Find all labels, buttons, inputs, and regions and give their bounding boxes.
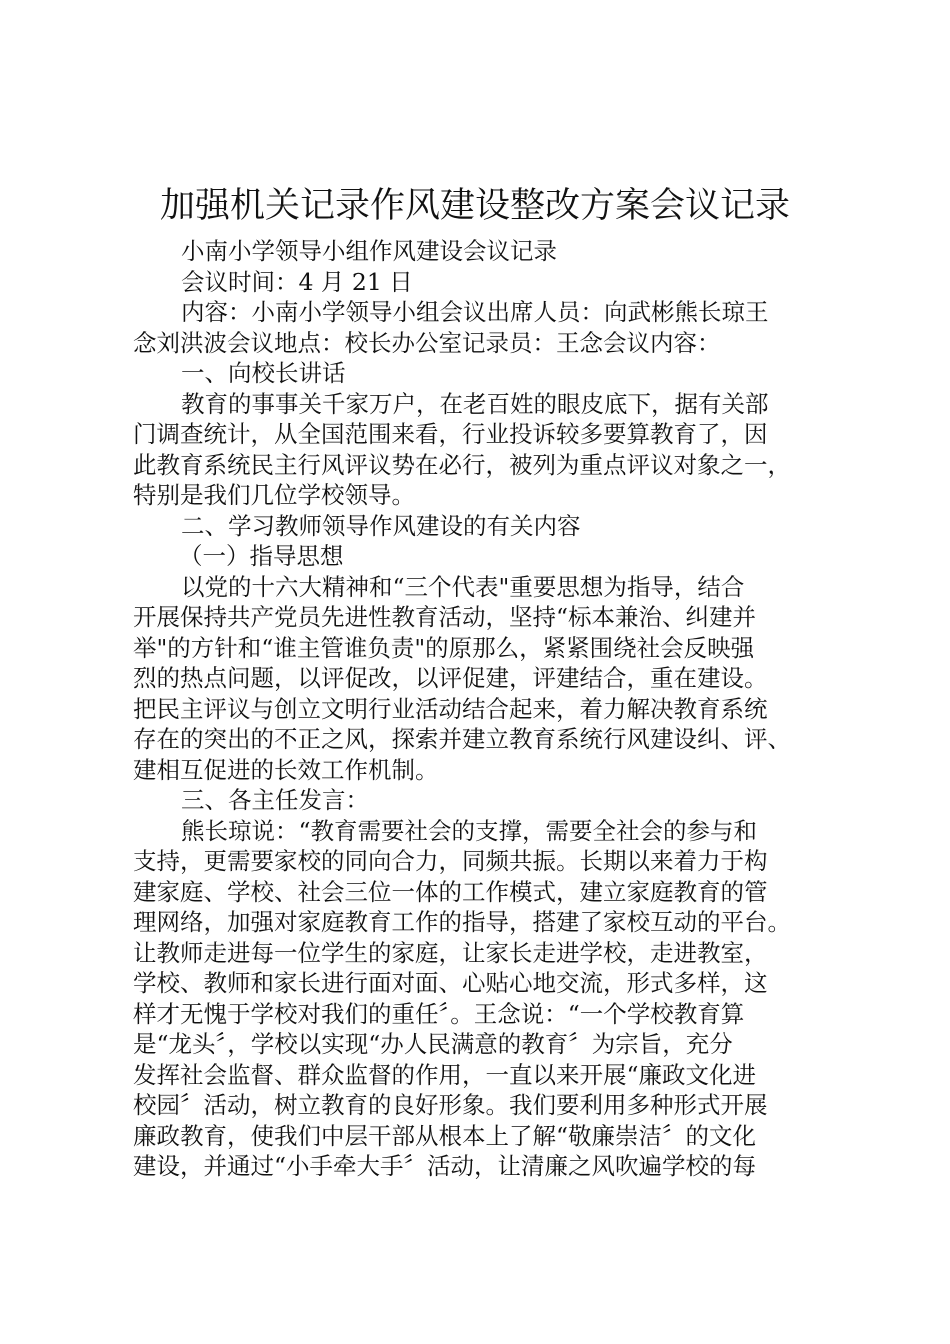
- paragraph-line: 让教师走进每一位学生的家庭，让家长走进学校，走进教室，: [133, 938, 768, 967]
- section-heading: 一、向校长讲话: [181, 359, 346, 387]
- document-title: 加强机关记录作风建设整改方案会议记录: [159, 186, 790, 226]
- paragraph-line: 把民主评议与创立文明行业活动结合起来，着力解决教育系统: [133, 694, 768, 723]
- paragraph-line: 门调查统计，从全国范围来看，行业投诉较多要算教育了，因: [133, 420, 768, 448]
- paragraph-line: 发挥社会监督、群众监督的作用，一直以来开展“廉政文化进: [133, 1060, 757, 1089]
- paragraph-line: 熊长琼说：“教育需要社会的支撑，需要全社会的参与和: [181, 816, 758, 845]
- paragraph-line: 举"的方针和“谁主管谁负责"的原那么，紧紧围绕社会反映强: [133, 633, 755, 662]
- paragraph-line: 特别是我们几位学校领导。: [133, 481, 415, 509]
- paragraph-line: 会议时间：4 月 21 日: [181, 267, 413, 296]
- paragraph-line: 建设，并通过“小手牵大手〞活动，让清廉之风吹遍学校的每: [133, 1152, 757, 1180]
- paragraph-line: 念刘洪波会议地点：校长办公室记录员：王念会议内容：: [133, 328, 721, 357]
- subsection-heading: （一）指导思想: [179, 542, 344, 570]
- paragraph-line: 烈的热点问题，以评促改，以评促建，评建结合，重在建设。: [133, 664, 768, 692]
- paragraph-line: 存在的突出的不正之风，探索并建立教育系统行风建设纠、评、: [133, 725, 791, 753]
- paragraph-line: 建家庭、学校、社会三位一体的工作模式，建立家庭教育的管: [133, 877, 768, 906]
- paragraph-line: 样才无愧于学校对我们的重任〞。王念说：“一个学校教育算: [133, 999, 745, 1028]
- paragraph-line: 廉政教育，使我们中层干部从根本上了解“敬廉崇洁〞的文化: [133, 1121, 757, 1150]
- paragraph-line: 以党的十六大精神和“三个代表"重要思想为指导，结合: [181, 572, 745, 601]
- section-heading: 三、各主任发言：: [181, 786, 369, 814]
- paragraph-line: 教育的事事关千家万户，在老百姓的眼皮底下，据有关部: [181, 389, 769, 418]
- section-heading: 二、学习教师领导作风建设的有关内容: [181, 511, 581, 540]
- paragraph-line: 理网络，加强对家庭教育工作的指导，搭建了家校互动的平台。: [133, 908, 791, 936]
- document-body: [133, 236, 833, 1182]
- paragraph-line: 此教育系统民主行风评议势在必行，被列为重点评议对象之一，: [133, 450, 791, 479]
- paragraph-line: 建相互促进的长效工作机制。: [133, 755, 439, 784]
- paragraph-line: 支持，更需要家校的同向合力，同频共振。长期以来着力于构: [133, 847, 768, 875]
- paragraph-line: 校园〞活动，树立教育的良好形象。我们要利用多种形式开展: [133, 1091, 768, 1119]
- paragraph-line: 是“龙头〞，学校以实现“办人民满意的教育〞为宗旨，充分: [133, 1030, 733, 1058]
- paragraph-line: 内容：小南小学领导小组会议出席人员：向武彬熊长琼王: [181, 298, 769, 326]
- paragraph-line: 开展保持共产党员先进性教育活动，坚持“标本兼治、纠建并: [133, 603, 757, 631]
- paragraph-line: 学校、教师和家长进行面对面、心贴心地交流，形式多样，这: [133, 969, 768, 997]
- paragraph-line: 小南小学领导小组作风建设会议记录: [181, 237, 557, 265]
